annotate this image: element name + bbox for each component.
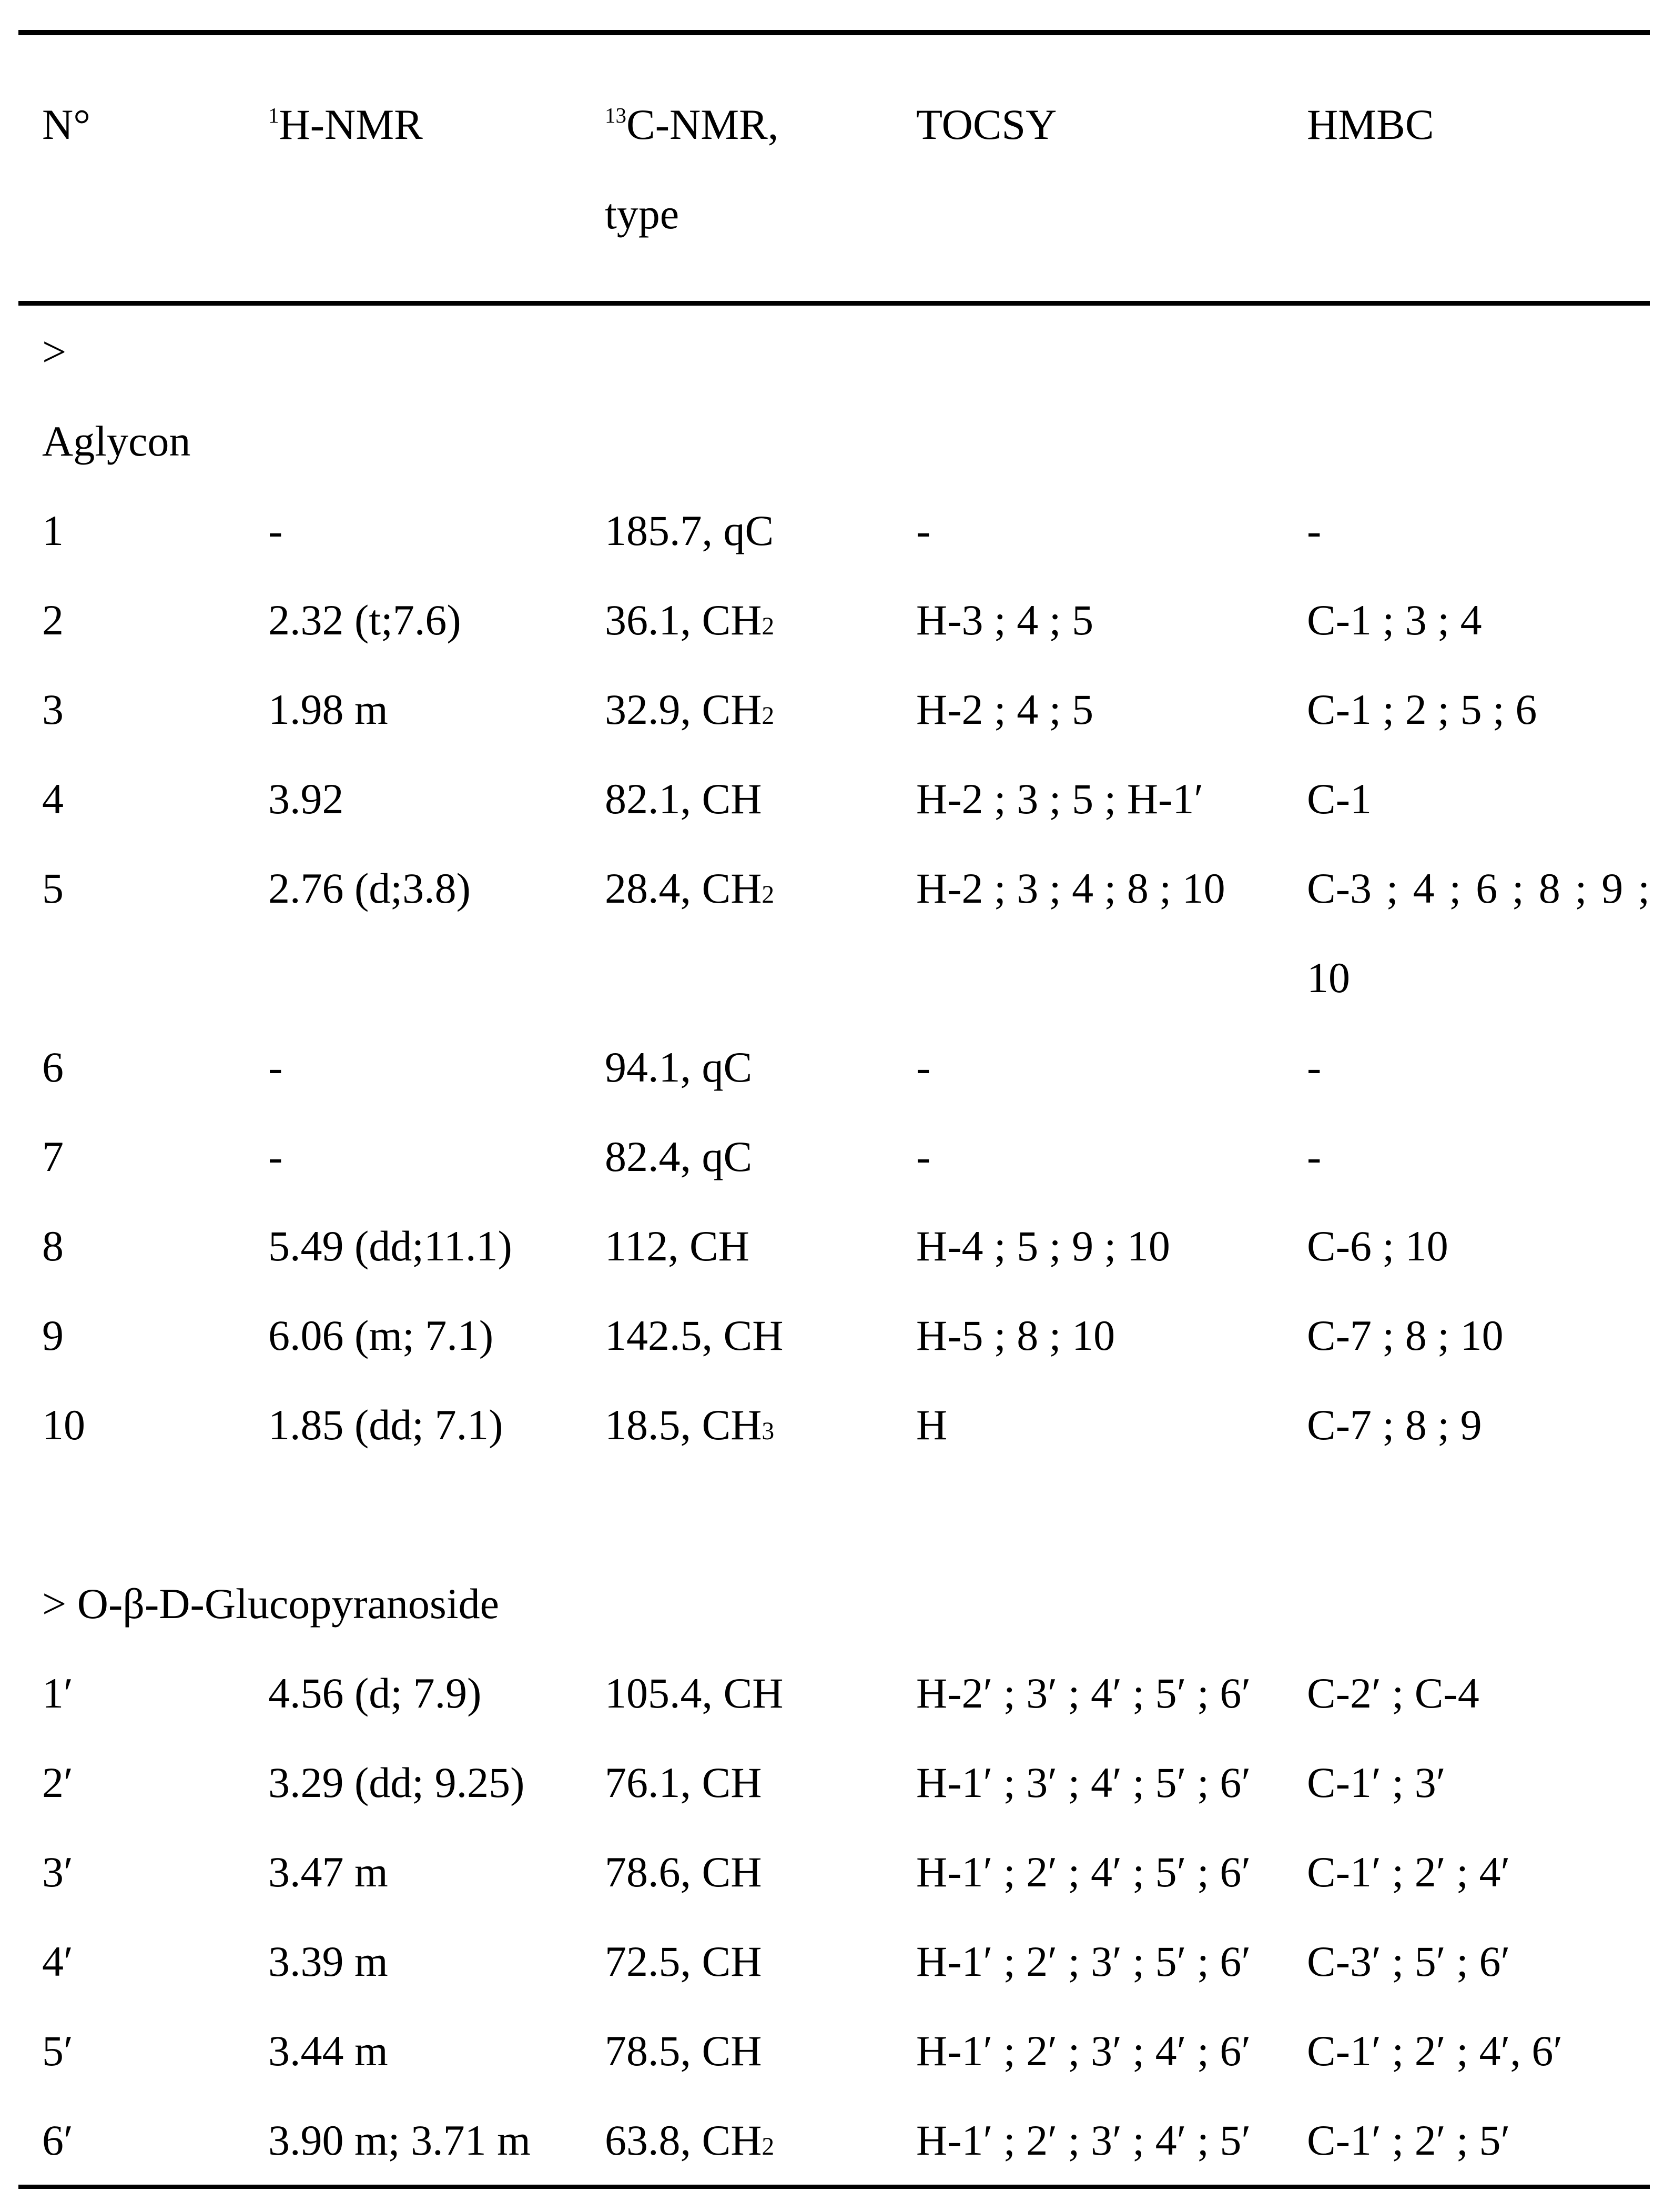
- cell-n: 1: [42, 507, 64, 554]
- cell-n: 7: [42, 1133, 64, 1180]
- cell-1h: 5.49 (dd;11.1): [268, 1222, 512, 1270]
- table-row: [0, 1023, 1674, 1112]
- cell-1h: 3.29 (dd; 9.25): [268, 1759, 525, 1806]
- header-13c-nmr-label: C-NMR,: [626, 100, 779, 148]
- header-1h-nmr: [268, 80, 423, 169]
- cell-1h: 3.39 m: [268, 1937, 388, 1985]
- cell-tocsy: H-3 ; 4 ; 5: [916, 596, 1094, 644]
- header-n: N°: [42, 100, 91, 148]
- cell-hmbc: C-7 ; 8 ; 10: [1307, 1311, 1504, 1359]
- cell-hmbc: C-1′ ; 2′ ; 4′, 6′: [1307, 2027, 1563, 2075]
- section-title-row: [0, 1559, 1674, 1649]
- cell-13c: 142.5, CH: [605, 1311, 784, 1359]
- table-row: [0, 486, 1674, 575]
- cell-n: 3: [42, 685, 64, 733]
- cell-13c-base: 28.4, CH: [605, 864, 762, 912]
- cell-13c: [605, 2096, 774, 2185]
- cell-13c: 82.4, qC: [605, 1133, 753, 1180]
- cell-13c: [605, 844, 774, 933]
- cell-n: 6: [42, 1043, 64, 1091]
- table-row: [0, 2096, 1674, 2185]
- cell-n: 6′: [42, 2116, 73, 2164]
- cell-hmbc: C-1′ ; 2′ ; 5′: [1307, 2116, 1510, 2164]
- cell-13c: [605, 665, 774, 754]
- cell-13c: 78.5, CH: [605, 2027, 762, 2075]
- cell-tocsy: H-1′ ; 2′ ; 3′ ; 4′ ; 6′: [916, 2027, 1251, 2075]
- cell-n: 2′: [42, 1759, 73, 1806]
- cell-hmbc: C-1 ; 2 ; 5 ; 6: [1307, 685, 1537, 733]
- cell-13c-base: 18.5, CH: [605, 1401, 762, 1449]
- cell-hmbc: C-3′ ; 5′ ; 6′: [1307, 1937, 1510, 1985]
- cell-13c: 94.1, qC: [605, 1043, 753, 1091]
- cell-n: 5′: [42, 2027, 73, 2075]
- cell-tocsy: H-4 ; 5 ; 9 ; 10: [916, 1222, 1170, 1270]
- table-row: [0, 844, 1674, 1023]
- table-row: [0, 575, 1674, 665]
- cell-13c: 72.5, CH: [605, 1937, 762, 1985]
- cell-tocsy: -: [916, 1133, 931, 1180]
- cell-13c: 82.1, CH: [605, 775, 762, 823]
- cell-1h: 1.98 m: [268, 685, 388, 733]
- cell-hmbc: -: [1307, 507, 1322, 554]
- table-row: [0, 1112, 1674, 1201]
- table-header-row-2: [0, 169, 1674, 259]
- cell-n: 4′: [42, 1937, 73, 1985]
- table-row: [0, 1291, 1674, 1380]
- cell-hmbc: -: [1307, 1043, 1322, 1091]
- table-row: [0, 1380, 1674, 1470]
- cell-tocsy: -: [916, 1043, 931, 1091]
- cell-1h: 2.76 (d;3.8): [268, 864, 471, 912]
- cell-hmbc: C-1′ ; 3′: [1307, 1759, 1446, 1806]
- table-row: [0, 754, 1674, 844]
- section-title-glucopyranoside: > O-β-D-Glucopyranoside: [42, 1580, 500, 1628]
- cell-tocsy: H-2 ; 4 ; 5: [916, 685, 1094, 733]
- section-title-row: [0, 397, 1674, 486]
- table-row: [0, 2006, 1674, 2096]
- cell-tocsy: H-1′ ; 2′ ; 3′ ; 4′ ; 5′: [916, 2116, 1251, 2164]
- cell-hmbc: C-6 ; 10: [1307, 1222, 1448, 1270]
- cell-13c: 105.4, CH: [605, 1669, 784, 1717]
- cell-hmbc: C-2′ ; C-4: [1307, 1669, 1479, 1717]
- cell-n: 3′: [42, 1848, 73, 1896]
- cell-tocsy: H-2 ; 3 ; 5 ; H-1′: [916, 775, 1204, 823]
- cell-13c-subscript: 3: [762, 1418, 775, 1445]
- cell-13c: 112, CH: [605, 1222, 749, 1270]
- cell-1h: -: [268, 507, 283, 554]
- cell-13c-base: 32.9, CH: [605, 685, 762, 733]
- cell-13c-subscript: 2: [762, 881, 775, 908]
- cell-13c: 76.1, CH: [605, 1759, 762, 1806]
- cell-1h: 1.85 (dd; 7.1): [268, 1401, 503, 1449]
- header-13c-type: type: [605, 190, 679, 238]
- cell-13c: 78.6, CH: [605, 1848, 762, 1896]
- table-row: [0, 1738, 1674, 1827]
- cell-1h: 3.90 m; 3.71 m: [268, 2116, 531, 2164]
- cell-hmbc: -: [1307, 1133, 1322, 1180]
- cell-tocsy: H-1′ ; 2′ ; 3′ ; 5′ ; 6′: [916, 1937, 1251, 1985]
- cell-1h: -: [268, 1043, 283, 1091]
- cell-13c-subscript: 2: [762, 613, 775, 640]
- cell-1h: 3.92: [268, 775, 344, 823]
- cell-n: 2: [42, 596, 64, 644]
- section-title-aglycon: Aglycon: [42, 417, 191, 465]
- cell-n: 10: [42, 1401, 85, 1449]
- cell-hmbc: C-3 ; 4 ; 6 ; 8 ; 9 ; 10: [1307, 864, 1650, 1002]
- header-tocsy: TOCSY: [916, 100, 1057, 148]
- header-13c-nmr-sup: 13: [605, 103, 626, 128]
- cell-tocsy: H-2′ ; 3′ ; 4′ ; 5′ ; 6′: [916, 1669, 1251, 1717]
- cell-n: 8: [42, 1222, 64, 1270]
- table-header-row: [0, 80, 1674, 169]
- cell-tocsy: H-5 ; 8 ; 10: [916, 1311, 1115, 1359]
- cell-tocsy: H-1′ ; 2′ ; 4′ ; 5′ ; 6′: [916, 1848, 1251, 1896]
- cell-tocsy: H-1′ ; 3′ ; 4′ ; 5′ ; 6′: [916, 1759, 1251, 1806]
- header-1h-nmr-sup: 1: [268, 103, 279, 128]
- cell-1h: 2.32 (t;7.6): [268, 596, 461, 644]
- cell-n: 5: [42, 864, 64, 912]
- header-hmbc: HMBC: [1307, 100, 1434, 148]
- cell-tocsy: -: [916, 507, 931, 554]
- cell-tocsy: H: [916, 1401, 948, 1449]
- header-1h-nmr-label: H-NMR: [279, 100, 423, 148]
- header-rule: [18, 301, 1650, 306]
- cell-hmbc: C-1: [1307, 775, 1372, 823]
- cell-13c: 185.7, qC: [605, 507, 774, 554]
- cell-13c: [605, 1380, 774, 1470]
- cell-1h: 3.44 m: [268, 2027, 388, 2075]
- cell-n: 9: [42, 1311, 64, 1359]
- cell-1h: 6.06 (m; 7.1): [268, 1311, 494, 1359]
- cell-13c-base: 36.1, CH: [605, 596, 762, 644]
- cell-n: 1′: [42, 1669, 73, 1717]
- top-rule: [18, 30, 1650, 35]
- cell-hmbc: C-7 ; 8 ; 9: [1307, 1401, 1482, 1449]
- cell-n: 4: [42, 775, 64, 823]
- cell-13c: [605, 575, 774, 665]
- cell-1h: 3.47 m: [268, 1848, 388, 1896]
- cell-13c-base: 63.8, CH: [605, 2116, 762, 2164]
- cell-13c-subscript: 2: [762, 702, 775, 730]
- table-row: [0, 1917, 1674, 2006]
- cell-1h: 4.56 (d; 7.9): [268, 1669, 482, 1717]
- table-row: [0, 1201, 1674, 1291]
- table-row: [0, 1827, 1674, 1917]
- table-row: [0, 665, 1674, 754]
- table-row: [0, 1649, 1674, 1738]
- header-13c-nmr: [605, 80, 778, 169]
- cell-hmbc: C-1 ; 3 ; 4: [1307, 596, 1482, 644]
- section-marker: >: [42, 328, 67, 376]
- cell-tocsy: H-2 ; 3 ; 4 ; 8 ; 10: [916, 864, 1225, 912]
- cell-hmbc: C-1′ ; 2′ ; 4′: [1307, 1848, 1510, 1896]
- bottom-rule: [18, 2185, 1650, 2189]
- cell-1h: -: [268, 1133, 283, 1180]
- section-marker-row: [0, 307, 1674, 397]
- cell-13c-subscript: 2: [762, 2133, 775, 2160]
